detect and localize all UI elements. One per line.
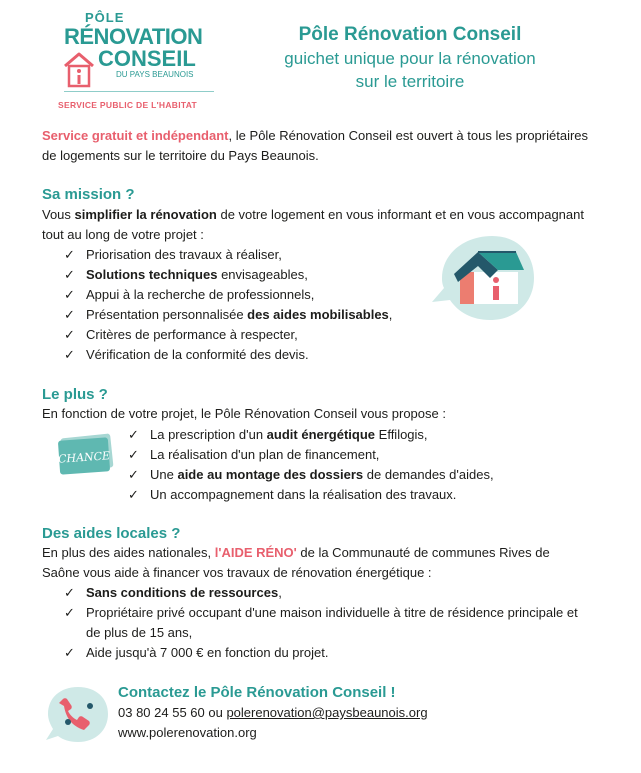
aides-title: Des aides locales ? — [42, 525, 181, 542]
contact-website-link[interactable]: www.polerenovation.org — [118, 725, 257, 740]
list-item-post: de demandes d'aides, — [363, 467, 494, 482]
plus-list — [128, 425, 588, 505]
chance-card-label: CHANCE — [57, 449, 111, 466]
logo-service-text: SERVICE PUBLIC DE L'HABITAT — [58, 100, 198, 110]
phone-bubble-icon — [42, 684, 112, 746]
check-icon: ✓ — [64, 267, 75, 282]
list-item — [128, 465, 588, 485]
list-item-pre: Une — [150, 467, 178, 482]
list-item — [64, 305, 464, 325]
contact-phone[interactable]: 03 80 24 55 60 — [118, 705, 205, 720]
check-icon: ✓ — [128, 467, 139, 482]
list-item-pre: Aide jusqu'à 7 000 € en fonction du projet. — [86, 645, 329, 660]
list-item — [64, 603, 588, 643]
intro-paragraph — [42, 126, 588, 166]
check-icon: ✓ — [64, 605, 75, 620]
list-item-post: , — [388, 307, 393, 322]
list-item-bold: Solutions techniques — [86, 267, 218, 282]
list-item-bold: Sans conditions de ressources — [86, 585, 279, 600]
logo-conseil-text: CONSEIL — [98, 46, 196, 71]
intro-highlight: Service gratuit et indépendant — [42, 128, 229, 143]
plus-title: Le plus ? — [42, 386, 108, 403]
logo-pays-text: DU PAYS BEAUNOIS — [116, 70, 194, 79]
plus-text: En fonction de votre projet, le Pôle Rénovation Conseil vous propose : — [42, 406, 446, 421]
mission-text-bold: simplifier la rénovation — [74, 207, 217, 222]
check-icon: ✓ — [64, 327, 75, 342]
aides-list — [64, 583, 588, 663]
chance-card-icon — [56, 432, 116, 476]
list-item-pre: La prescription d'un — [150, 427, 267, 442]
list-item-post: Effilogis, — [375, 427, 428, 442]
list-item — [128, 445, 588, 465]
logo-renovation-text: RÉNOVATION — [64, 24, 203, 49]
contact-email-link[interactable]: polerenovation@paysbeaunois.org — [226, 705, 428, 720]
logo-divider — [64, 91, 214, 92]
check-icon: ✓ — [64, 307, 75, 322]
check-icon: ✓ — [128, 447, 139, 462]
list-item-pre: Vérification de la conformité des devis. — [86, 347, 309, 362]
check-icon: ✓ — [128, 427, 139, 442]
mission-text-start: Vous — [42, 207, 75, 222]
check-icon: ✓ — [128, 487, 139, 502]
check-icon: ✓ — [64, 247, 75, 262]
list-item — [64, 345, 464, 365]
list-item-pre: Présentation personnalisée — [86, 307, 248, 322]
list-item — [64, 285, 464, 305]
aides-text — [42, 543, 588, 583]
list-item — [128, 425, 588, 445]
list-item-bold: aide au montage des dossiers — [177, 467, 364, 482]
contact-separator: ou — [204, 705, 227, 720]
contact-title: Contactez le Pôle Rénovation Conseil ! — [118, 684, 396, 701]
check-icon: ✓ — [64, 585, 75, 600]
logo-pole-text: PÔLE — [85, 10, 125, 25]
list-item — [64, 583, 588, 603]
list-item-pre: Critères de performance à respecter, — [86, 327, 298, 342]
logo — [54, 8, 222, 120]
list-item-post: envisageables, — [217, 267, 308, 282]
list-item — [128, 485, 588, 505]
list-item-pre: Appui à la recherche de professionnels, — [86, 287, 315, 302]
page-subtitle-line1: guichet unique pour la rénovation — [284, 49, 536, 68]
check-icon: ✓ — [64, 347, 75, 362]
list-item-pre: Un accompagnement dans la réalisation des travaux. — [150, 487, 457, 502]
house-logo-icon — [62, 50, 96, 90]
aides-text-end: de la Communauté de communes Rives de Saône vous aide à financer vos travaux de rénovation énergétique : — [42, 545, 550, 580]
list-item-pre: La réalisation d'un plan de financement, — [150, 447, 380, 462]
list-item-bold: des aides mobilisables — [247, 307, 389, 322]
list-item-pre: Propriétaire privé occupant d'une maison individuelle à titre de résidence principale et de plus de 15 ans, — [86, 605, 578, 640]
list-item-pre: Priorisation des travaux à réaliser, — [86, 247, 282, 262]
page-title: Pôle Rénovation Conseil — [298, 24, 522, 45]
mission-text-end: de votre logement en vous informant et en vous accompagnant tout au long de votre projet : — [42, 207, 584, 242]
list-item-post: , — [278, 585, 282, 600]
intro-text: , le Pôle Rénovation Conseil est ouvert à tous les propriétaires de logements sur le territoire du Pays Beaunois. — [42, 128, 589, 163]
mission-title: Sa mission ? — [42, 186, 135, 203]
page-subtitle-line2: sur le territoire — [355, 72, 465, 91]
aides-text-start: En plus des aides nationales, — [42, 545, 215, 560]
contact-line — [118, 703, 428, 723]
check-icon: ✓ — [64, 645, 75, 660]
list-item — [64, 265, 464, 285]
list-item-bold: audit énergétique — [266, 427, 376, 442]
list-item — [64, 325, 464, 345]
aide-reno-highlight: l'AIDE RÉNO' — [214, 545, 297, 560]
house-bubble-icon — [428, 232, 540, 324]
check-icon: ✓ — [64, 287, 75, 302]
list-item — [64, 245, 464, 265]
list-item — [64, 643, 588, 663]
mission-list — [64, 245, 464, 365]
